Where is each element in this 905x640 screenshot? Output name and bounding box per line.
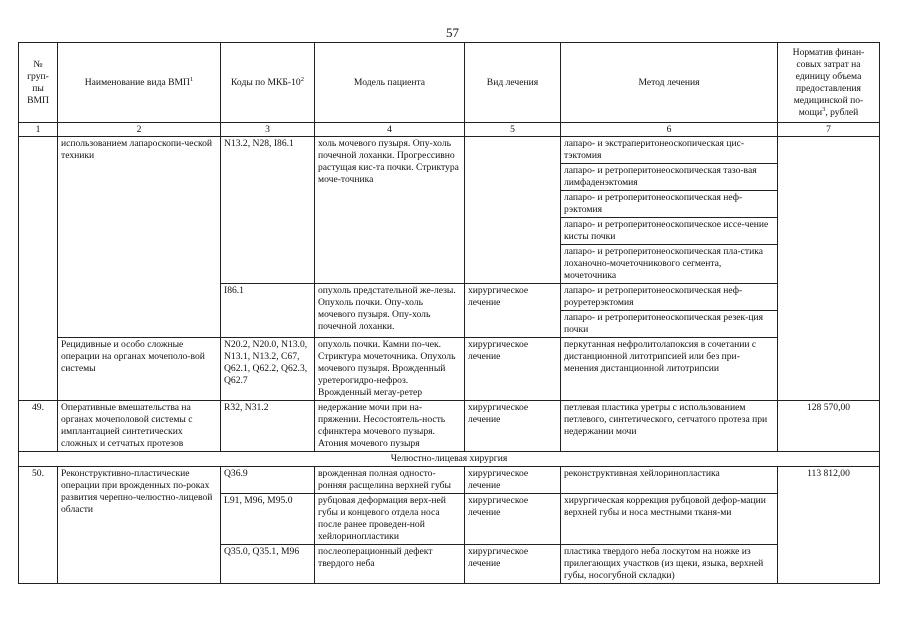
treatment-method-cell: лапаро- и ретроперитонеоскопическая тазо-вая лимфаденэктомия <box>561 164 778 191</box>
header-norm-cost: Норматив финан-совых затрат на единицу объема предоставления медицинской по-мощи$^3$, рублей <box>778 43 880 123</box>
mkb-codes-cell: N20.2, N20.0, N13.0, N13.1, N13.2, C67, Q62.1, Q62.2, Q62.3, Q62.7 <box>221 338 315 401</box>
norm-cost-cell <box>778 137 880 401</box>
section-title: Челюстно-лицевая хирургия <box>19 452 880 467</box>
header-patient-model: Модель пациента <box>315 43 465 123</box>
treatment-type-cell: хирургическое лечение <box>465 338 561 401</box>
patient-model-cell: врожденная полная односто-ронняя расщелина верхней губы <box>315 467 465 494</box>
vmp-name-cell: Оперативные вмешательства на органах мочеполовой системы с имплантацией синтетических сложных и сетчатых протезов <box>58 401 221 452</box>
group-number-cell <box>19 137 58 401</box>
norm-cost-cell: 113 812,00 <box>778 467 880 584</box>
header-group-no: № груп-пы ВМП <box>19 43 58 123</box>
treatment-type-cell <box>465 137 561 284</box>
treatment-type-cell: хирургическое лечение <box>465 467 561 494</box>
treatment-method-cell: лапаро- и ретроперитонеоскопическое иссе-чение кисты почки <box>561 218 778 245</box>
treatment-method-cell: пластика твердого неба лоскутом на ножке из прилегающих участков (из щеки, языка, верхней губы, носогубной складки) <box>561 545 778 584</box>
mkb-codes-cell: N13.2, N28, I86.1 <box>221 137 315 284</box>
treatment-method-cell: реконструктивная хейлоринопластика <box>561 467 778 494</box>
column-number: 4 <box>315 123 465 137</box>
treatment-method-cell: лапаро- и ретроперитонеоскопическая пла-стика лоханочно-мочеточникового сегмента, мочеточника <box>561 245 778 284</box>
vmp-name-cell: использованием лапароскопи-ческой техники <box>58 137 221 338</box>
mkb-codes-cell: I86.1 <box>221 284 315 338</box>
treatment-type-cell: хирургическое лечение <box>465 401 561 452</box>
group-number-cell: 50. <box>19 467 58 584</box>
treatment-method-cell: лапаро- и ретроперитонеоскопическая неф-рэктомия <box>561 191 778 218</box>
column-number: 2 <box>58 123 221 137</box>
table-row <box>19 467 880 494</box>
patient-model-cell: холь мочевого пузыря. Опу-холь почечной лоханки. Прогрессивно растущая кис-та почки. Стриктура моче-точника <box>315 137 465 284</box>
section-row <box>19 452 880 467</box>
patient-model-cell: недержание мочи при на-пряжении. Несостоятель-ность сфинктера мочевого пузыря. Атония мочевого пузыря <box>315 401 465 452</box>
treatment-method-cell: лапаро- и ретроперитонеоскопическая резек-ция почки <box>561 311 778 338</box>
patient-model-cell: опухоль предстательной же-лезы. Опухоль почки. Опу-холь мочевого пузыря. Опу-холь почечной лоханки. <box>315 284 465 338</box>
column-number-row <box>19 123 880 137</box>
group-number-cell: 49. <box>19 401 58 452</box>
vmp-table <box>18 42 880 584</box>
header-treatment-method: Метод лечения <box>561 43 778 123</box>
vmp-name-cell: Рецидивные и особо сложные операции на органах мочеполо-вой системы <box>58 338 221 401</box>
table-row <box>19 338 880 401</box>
mkb-codes-cell: R32, N31.2 <box>221 401 315 452</box>
treatment-method-cell: лапаро- и ретроперитонеоскопическая неф-роуретерэктомия <box>561 284 778 311</box>
norm-cost-cell: 128 570,00 <box>778 401 880 452</box>
column-number: 6 <box>561 123 778 137</box>
header-vmp-name: Наименование вида ВМП$^1$ <box>58 43 221 123</box>
table-row <box>19 137 880 164</box>
treatment-type-cell: хирургическое лечение <box>465 284 561 338</box>
treatment-method-cell: хирургическая коррекция рубцовой дефор-мации верхней губы и носа местными тканя-ми <box>561 494 778 545</box>
treatment-method-cell: перкутанная нефролитолапоксия в сочетании с дистанционной литотрипсией или без при-менения дистанционной литотрипсии <box>561 338 778 401</box>
table-row <box>19 401 880 452</box>
vmp-name-cell: Реконструктивно-пластические операции при врожденных по-роках развития черепно-челюстно-лицевой области <box>58 467 221 584</box>
column-number: 5 <box>465 123 561 137</box>
patient-model-cell: послеоперационный дефект твердого неба <box>315 545 465 584</box>
header-row <box>19 43 880 123</box>
mkb-codes-cell: L91, M96, M95.0 <box>221 494 315 545</box>
column-number: 7 <box>778 123 880 137</box>
mkb-codes-cell: Q36.9 <box>221 467 315 494</box>
header-mkb-codes: Коды по МКБ-$10^2$ <box>221 43 315 123</box>
header-treatment-type: Вид лечения <box>465 43 561 123</box>
treatment-type-cell: хирургическое лечение <box>465 545 561 584</box>
treatment-type-cell: хирургическое лечение <box>465 494 561 545</box>
column-number: 1 <box>19 123 58 137</box>
treatment-method-cell: лапаро- и экстраперитонеоскопическая цис-тэктомия <box>561 137 778 164</box>
treatment-method-cell: петлевая пластика уретры с использованием петлевого, синтетического, сетчатого протеза при недержании мочи <box>561 401 778 452</box>
page-number: 57 <box>446 25 459 40</box>
patient-model-cell: опухоль почки. Камни по-чек. Стриктура мочеточника. Опухоль мочевого пузыря. Врожденный уретерогидро-нефроз. Врожденный мегау-ретер <box>315 338 465 401</box>
mkb-codes-cell: Q35.0, Q35.1, M96 <box>221 545 315 584</box>
patient-model-cell: рубцовая деформация верх-ней губы и концевого отдела носа после ранее проведен-ной хейлоринопластики <box>315 494 465 545</box>
column-number: 3 <box>221 123 315 137</box>
